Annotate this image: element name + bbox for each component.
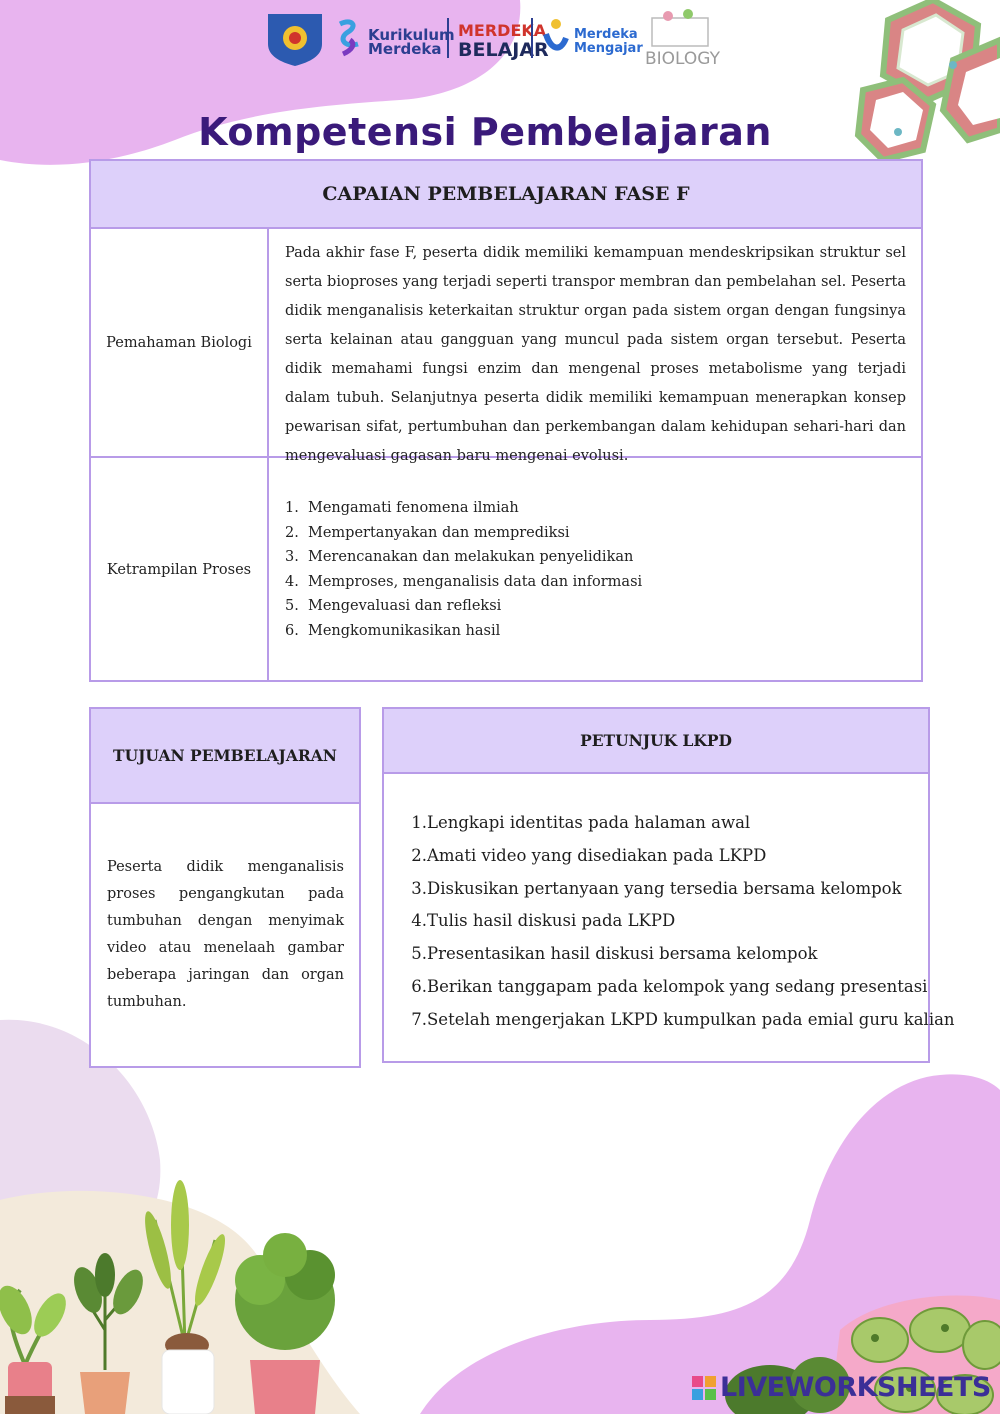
petunjuk-box: [382, 707, 955, 1063]
pemahaman-text: Pada akhir fase F, peserta didik memiliki kemampuan mendeskripsikan struktur sel serta bioproses yang terjadi seperti transpor membran dan pembelahan sel. Peserta didik menganalisis keterkaitan struktur organ pada sistem organ dengan fungsinya serta kelainan atau gangguan yang muncul pada sistem organ tersebut. Peserta didik memahami fungsi enzim dan mengenal proses metabolisme yang terjadi dalam tubuh. Selanjutnya peserta didik memiliki kemampuan menerapkan konsep pewarisan sifat, pertumbuhan dan perkembangan dalam kehidupan sehari-hari dan mengevaluasi gagasan baru mengenai evolusi.: [285, 245, 906, 464]
svg-text:Kurikulum: Kurikulum: [368, 26, 455, 44]
petunjuk-header: PETUNJUK LKPD: [384, 709, 928, 774]
tujuan-text: Peserta didik menganalisis proses pengangkutan pada tumbuhan dengan menyimak video atau menelaah gambar beberapa jaringan dan organ tumbuhan.: [107, 859, 344, 1010]
ketrampilan-list: [269, 458, 921, 682]
svg-text:BELAJAR: BELAJAR: [458, 39, 549, 61]
merdeka-belajar-logo: [458, 21, 549, 61]
ketrampilan-label: Ketrampilan Proses: [91, 458, 269, 682]
list-item: 3. Merencanakan dan melakukan penyelidikan: [285, 549, 634, 566]
tujuan-box: [89, 707, 361, 1068]
list-item: 1.Lengkapi identitas pada halaman awal: [411, 813, 751, 832]
list-item: 5.Presentasikan hasil diskusi bersama kelompok: [411, 944, 818, 964]
svg-text:Mengajar: Mengajar: [574, 41, 643, 56]
list-item: 5. Mengevaluasi dan refleksi: [285, 598, 502, 615]
petunjuk-list: [384, 774, 955, 1037]
biology-logo: [645, 9, 721, 68]
pemahaman-label: Pemahaman Biologi: [91, 229, 269, 456]
svg-text:Merdeka: Merdeka: [574, 27, 638, 42]
capaian-row-pemahaman: [91, 229, 921, 464]
tujuan-header: TUJUAN PEMBELAJARAN: [91, 709, 359, 804]
list-item: 6.Berikan tanggapam pada kelompok yang sedang presentasi: [411, 976, 928, 996]
capaian-table: [89, 159, 923, 682]
list-item: 1. Mengamati fenomena ilmiah: [285, 500, 519, 516]
svg-text:Merdeka: Merdeka: [368, 40, 442, 58]
capaian-row-ketrampilan: [91, 458, 921, 682]
page-title: Kompetensi Pembelajaran: [198, 110, 772, 154]
capaian-header: CAPAIAN PEMBELAJARAN FASE F: [91, 161, 921, 229]
list-item: 6. Mengkomunikasikan hasil: [285, 622, 501, 639]
school-emblem-icon: [268, 14, 322, 66]
merdeka-mengajar-logo: [546, 19, 643, 56]
liveworksheets-logo-icon: [692, 1376, 716, 1400]
list-item: 7.Setelah mengerjakan LKPD kumpulkan pada emial guru kalian: [411, 1009, 955, 1029]
liveworksheets-text: LIVEWORKSHEETS: [720, 1372, 991, 1403]
list-item: 2. Mempertanyakan dan memprediksi: [285, 524, 570, 541]
list-item: 4. Memproses, menganalisis data dan informasi: [285, 573, 643, 590]
svg-text:MERDEKA: MERDEKA: [458, 21, 547, 40]
liveworksheets-watermark[interactable]: [692, 1372, 991, 1403]
list-item: 3.Diskusikan pertanyaan yang tersedia bersama kelompok: [411, 878, 902, 898]
logo-row: [0, 4, 1000, 68]
list-item: 2.Amati video yang disediakan pada LKPD: [411, 845, 767, 865]
kurikulum-merdeka-logo: [340, 22, 455, 58]
svg-text:BIOLOGY: BIOLOGY: [645, 49, 721, 68]
list-item: 4.Tulis hasil diskusi pada LKPD: [411, 911, 676, 931]
